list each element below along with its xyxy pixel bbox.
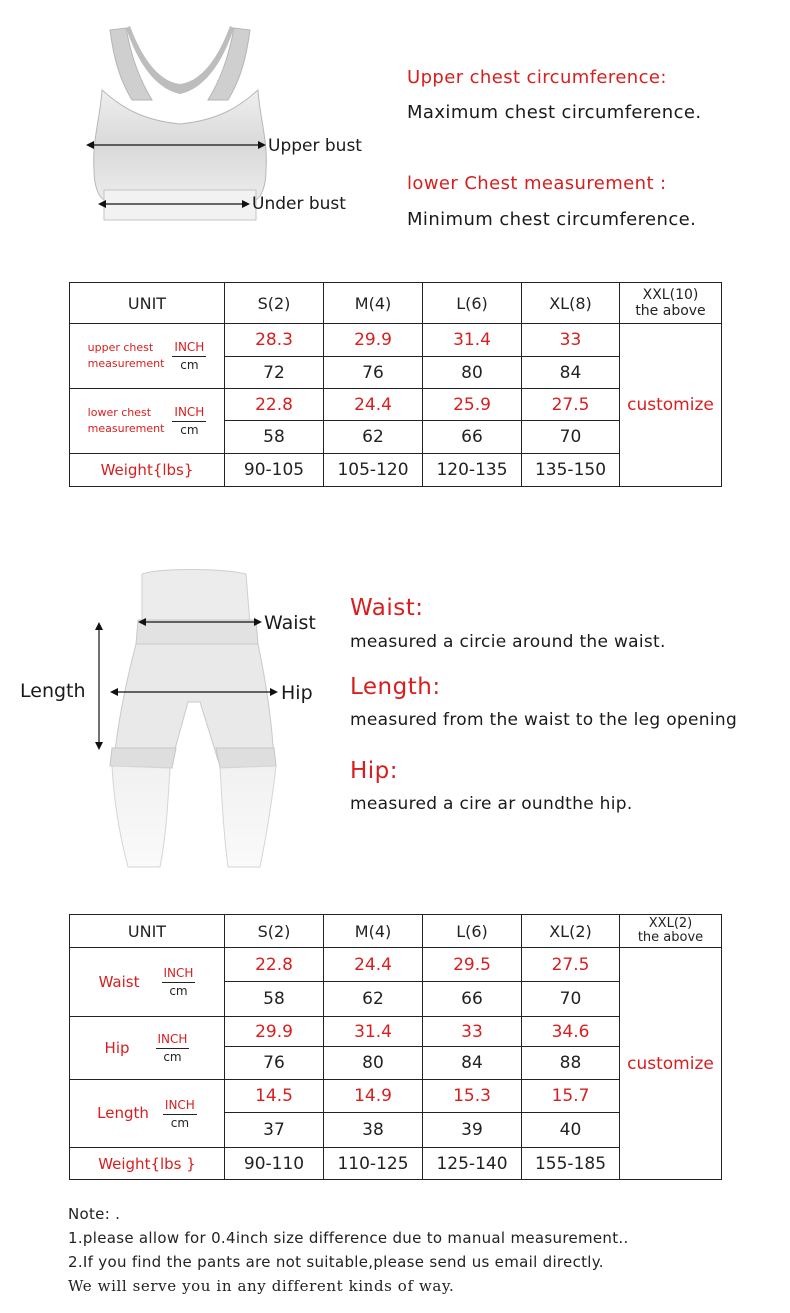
inch-value: 24.4 (324, 948, 423, 982)
top-size-table (69, 282, 722, 487)
inch-value: 33 (423, 1017, 522, 1047)
cm-value: 80 (324, 1047, 423, 1080)
unit-fraction (172, 340, 206, 372)
inch-value: 24.4 (324, 389, 423, 421)
weight-value: 120-135 (423, 454, 522, 487)
bottom-size-table (69, 914, 722, 1180)
row-label: Waist (98, 972, 140, 991)
inch-value: 34.6 (522, 1017, 620, 1047)
customize-cell: customize (620, 324, 722, 487)
cm-value: 72 (225, 357, 324, 389)
row-label-upper-chest (70, 324, 225, 389)
header-xxl-note: the above (637, 930, 704, 945)
weight-value: 90-105 (225, 454, 324, 487)
inch-value: 14.9 (324, 1080, 423, 1113)
under-bust-label: Under bust (252, 194, 346, 214)
row-label-hip (70, 1017, 225, 1080)
upper-bust-arrow (86, 138, 266, 152)
unit-cm: cm (170, 1115, 190, 1130)
length-arrow (92, 622, 106, 750)
header-xxl-note: the above (635, 303, 706, 319)
header-xxl (620, 915, 722, 948)
inch-value: 29.9 (225, 1017, 324, 1047)
weight-value: 110-125 (324, 1148, 423, 1180)
row-label-length (70, 1080, 225, 1148)
lower-chest-title: lower Chest measurement : (407, 173, 667, 194)
cm-value: 76 (225, 1047, 324, 1080)
lower-chest-text: Minimum chest circumference. (407, 209, 697, 230)
cm-value: 66 (423, 421, 522, 454)
header-size: L(6) (423, 283, 522, 324)
cm-value: 66 (423, 982, 522, 1017)
weight-label: Weight{lbs} (70, 454, 225, 487)
weight-label: Weight{lbs } (70, 1148, 225, 1180)
unit-inch: INCH (156, 1032, 190, 1049)
unit-inch: INCH (163, 1098, 197, 1115)
weight-value: 105-120 (324, 454, 423, 487)
hip-title: Hip: (350, 758, 399, 784)
cm-value: 58 (225, 982, 324, 1017)
row-label-waist (70, 948, 225, 1017)
header-xxl-size: XXL(2) (648, 916, 693, 931)
cm-value: 62 (324, 421, 423, 454)
cm-value: 39 (423, 1113, 522, 1148)
cm-value: 84 (423, 1047, 522, 1080)
row-label: Hip (104, 1038, 130, 1057)
length-title: Length: (350, 674, 441, 700)
waist-arrow (138, 615, 262, 629)
inch-value: 14.5 (225, 1080, 324, 1113)
upper-chest-title: Upper chest circumference: (407, 67, 667, 88)
cm-value: 62 (324, 982, 423, 1017)
upper-chest-text: Maximum chest circumference. (407, 102, 702, 123)
header-xxl (620, 283, 722, 324)
cm-value: 70 (522, 982, 620, 1017)
header-size: S(2) (225, 915, 324, 948)
row-label: Length (97, 1104, 149, 1122)
header-size: XL(8) (522, 283, 620, 324)
waist-label: Waist (264, 612, 316, 634)
unit-cm: cm (180, 423, 199, 437)
unit-cm: cm (163, 1050, 182, 1064)
header-unit: UNIT (70, 915, 225, 948)
header-row (70, 915, 722, 948)
unit-fraction (172, 405, 206, 437)
unit-inch: INCH (162, 966, 196, 983)
header-size: XL(2) (522, 915, 620, 948)
inch-value: 31.4 (324, 1017, 423, 1047)
cm-value: 84 (522, 357, 620, 389)
hip-arrow (110, 685, 278, 699)
inch-value: 33 (522, 324, 620, 357)
length-label: Length (20, 680, 86, 702)
inch-value: 22.8 (225, 389, 324, 421)
inch-value: 29.5 (423, 948, 522, 982)
note-line-3: We will serve you in any different kinds of way. (68, 1277, 455, 1295)
customize-cell: customize (620, 948, 722, 1180)
note-line-1: 1.please allow for 0.4inch size difference due to manual measurement.. (68, 1229, 629, 1247)
row-label-line: measurement (87, 422, 165, 435)
row-label-line: measurement (87, 357, 165, 370)
weight-value: 90-110 (225, 1148, 324, 1180)
unit-fraction (162, 966, 196, 998)
length-text: measured from the waist to the leg opening (350, 710, 738, 730)
note-title: Note: . (68, 1205, 121, 1223)
inch-value: 31.4 (423, 324, 522, 357)
inch-value: 28.3 (225, 324, 324, 357)
inch-value: 22.8 (225, 948, 324, 982)
header-row (70, 283, 722, 324)
cm-value: 88 (522, 1047, 620, 1080)
weight-value: 135-150 (522, 454, 620, 487)
cm-value: 76 (324, 357, 423, 389)
under-bust-arrow (98, 197, 250, 211)
unit-inch: INCH (172, 340, 206, 357)
inch-value: 15.7 (522, 1080, 620, 1113)
cm-value: 40 (522, 1113, 620, 1148)
header-size: M(4) (324, 915, 423, 948)
weight-value: 155-185 (522, 1148, 620, 1180)
unit-cm: cm (169, 984, 188, 998)
inch-value: 15.3 (423, 1080, 522, 1113)
inch-value: 29.9 (324, 324, 423, 357)
header-size: S(2) (225, 283, 324, 324)
table-row (70, 324, 722, 357)
upper-bust-label: Upper bust (268, 136, 362, 156)
header-size: M(4) (324, 283, 423, 324)
unit-fraction (163, 1098, 197, 1130)
row-label-line: lower chest (87, 406, 152, 419)
cm-value: 70 (522, 421, 620, 454)
unit-fraction (156, 1032, 190, 1064)
hip-text: measured a cire ar oundthe hip. (350, 794, 633, 814)
cm-value: 58 (225, 421, 324, 454)
header-size: L(6) (423, 915, 522, 948)
shorts-illustration (10, 562, 340, 872)
unit-inch: INCH (172, 405, 206, 422)
row-label-line: upper chest (87, 341, 154, 354)
inch-value: 27.5 (522, 389, 620, 421)
inch-value: 27.5 (522, 948, 620, 982)
unit-cm: cm (180, 358, 199, 372)
row-label-lower-chest (70, 389, 225, 454)
note-line-2: 2.If you find the pants are not suitable,please send us email directly. (68, 1253, 604, 1271)
cm-value: 38 (324, 1113, 423, 1148)
cm-value: 80 (423, 357, 522, 389)
header-unit: UNIT (70, 283, 225, 324)
hip-label: Hip (281, 682, 313, 704)
waist-title: Waist: (350, 595, 424, 621)
inch-value: 25.9 (423, 389, 522, 421)
weight-value: 125-140 (423, 1148, 522, 1180)
cm-value: 37 (225, 1113, 324, 1148)
waist-text: measured a circie around the waist. (350, 632, 666, 652)
table-row (70, 948, 722, 982)
header-xxl-size: XXL(10) (642, 287, 699, 303)
